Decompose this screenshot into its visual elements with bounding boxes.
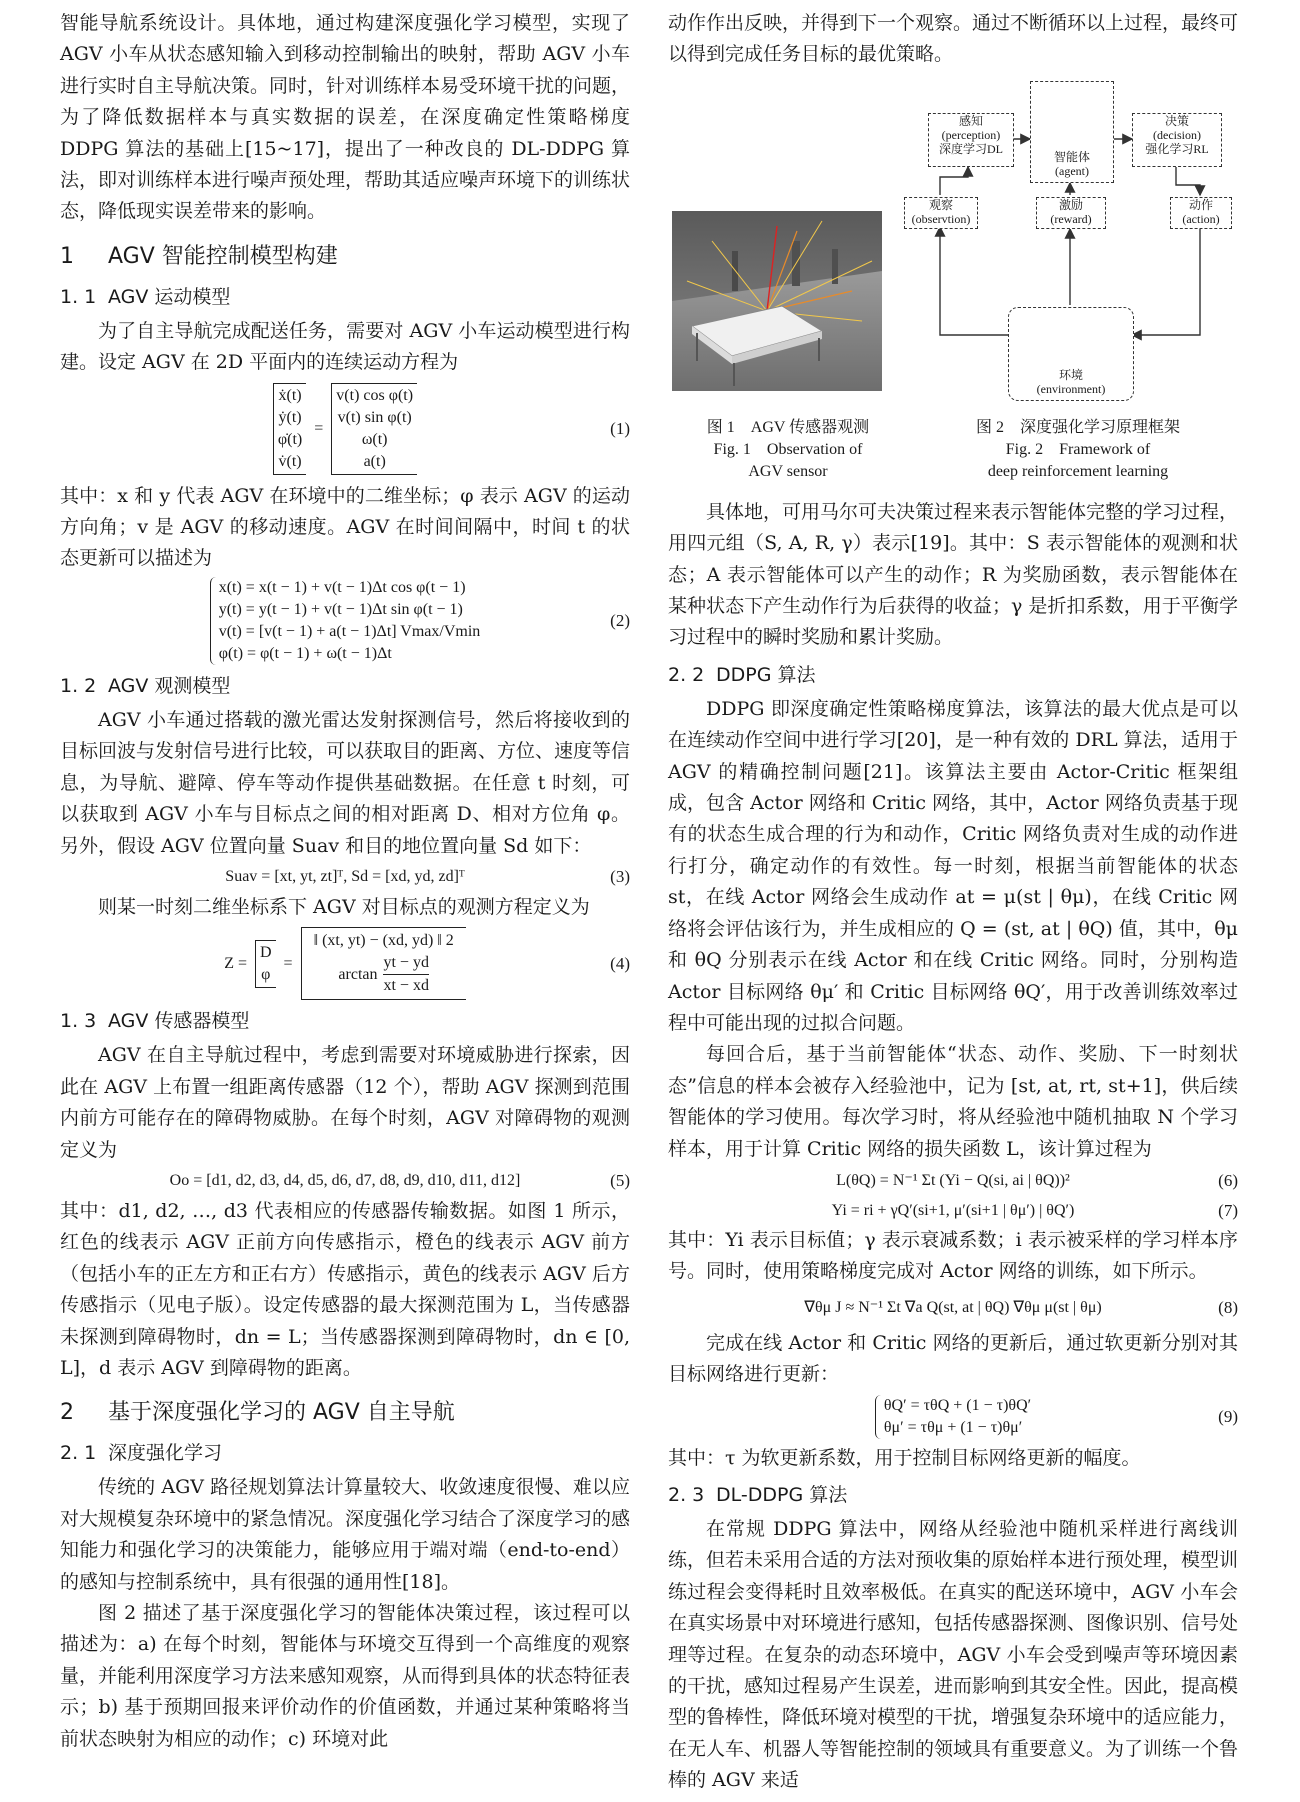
- paragraph: 为了自主导航完成配送任务，需要对 AGV 小车运动模型进行构建。设定 AGV 在 2D 平面内的连续运动方程为: [60, 319, 630, 374]
- equation-number: (1): [610, 418, 630, 438]
- equation-5: Oo = [d1, d2, d3, d4, d5, d6, d7, d8, d9, d10, d11, d12] (5): [60, 1166, 630, 1196]
- equation-3: Suav = [xt, yt, zt]ᵀ, Sd = [xd, yd, zd]ᵀ (3): [60, 862, 630, 892]
- section-heading: 2 基于深度强化学习的 AGV 自主导航: [60, 1400, 455, 1426]
- subsection-heading: 2. 3 DL-DDPG 算法: [668, 1483, 848, 1506]
- decision-box: 决策 (decision) 强化学习RL: [1132, 113, 1222, 167]
- equation-number: (5): [610, 1170, 630, 1190]
- equation-number: (9): [1218, 1406, 1238, 1426]
- environment-box: 环境 (environment): [1008, 307, 1134, 401]
- figure-1-caption: 图 1 AGV 传感器观测 Fig. 1 Observation of AGV sensor: [706, 418, 870, 480]
- right-column: [668, 8, 1238, 1797]
- matrix-rhs: v(t) cos φ(t) v(t) sin φ(t) ω(t) a(t): [331, 383, 417, 475]
- paragraph: AGV 在自主导航过程中，考虑到需要对环境威胁进行探索，因此在 AGV 上布置一组距离传感器（12 个），帮助 AGV 探测到范围内前方可能存在的障碍物威胁。在每个时刻，AGV 对障碍物的观测定义为: [60, 1044, 630, 1161]
- equation-number: (3): [610, 866, 630, 886]
- equation-number: (2): [610, 610, 630, 630]
- perception-box: 感知 (perception) 深度学习DL: [928, 113, 1014, 167]
- paragraph: DDPG 即深度确定性策略梯度算法，该算法的最大优点是可以在连续动作空间中进行学习[20]，是一种有效的 DRL 算法，适用于 AGV 的精确控制问题[21]。该算法主要由 Actor-Critic 框架组成，包含 Actor 网络和 Critic 网络，其中，Actor 网络负责基于现有的状态生成合理的行为和动作，Critic 网络负责对生成的动作进行打分，确定动作的有效性。每一时刻，根据当前智能体的状态 st，在线 Actor 网络会生成动作 at = μ(st | θμ)，在线 Critic 网络将会评估该行为，并生成相应的 Q = (st, at | θQ) 值，其中，θμ 和 θQ 分别表示在线 Actor 和在线 Critic 网络。同时，分别构造 Actor 目标网络 θμ′ 和 Critic 目标网络 θQ′，用于改善训练效率过程中可能出现的过拟合问题。: [668, 697, 1238, 1034]
- paragraph: 动作作出反映，并得到下一个观察。通过不断循环以上过程，最终可以得到完成任务目标的最优策略。: [668, 12, 1239, 66]
- subsection-heading: 1. 2 AGV 观测模型: [60, 674, 231, 697]
- equation-1: ẋ(t) ẏ(t) φ̇(t) v̇(t) = v(t) cos φ(t) v(t) sin φ(t) ω(t) a(t) (1): [60, 383, 630, 475]
- equation-7: Yi = ri + γQ′(si+1, μ′(si+1 | θμ′) | θQ′) (7): [668, 1197, 1238, 1225]
- vector-rhs: ‖ (xt, yt) − (xd, yd) ‖ 2 arctan yt − yd xt − xd: [301, 927, 466, 1000]
- left-column: [60, 8, 630, 1755]
- equation-2: x(t) = x(t − 1) + v(t − 1)Δt cos φ(t − 1) y(t) = y(t − 1) + v(t − 1)Δt sin φ(t − 1) v(t) = [v(t − 1) + a(t − 1)Δt] Vmax/Vmin φ(t) = φ(t − 1) + ω(t − 1)Δt (2): [60, 577, 630, 665]
- figure-2-diagram: [900, 77, 1240, 407]
- agent-box: 智能体 (agent): [1030, 81, 1114, 183]
- paragraph: 其中：Yi 表示目标值；γ 表示衰减系数；i 表示被采样的学习样本序号。同时，使用策略梯度完成对 Actor 网络的训练，如下所示。: [668, 1228, 1238, 1283]
- equation-8: ∇θμ J ≈ N⁻¹ Σt ∇a Q(st, at | θQ) ∇θμ μ(st | θμ) (8): [668, 1288, 1238, 1328]
- equation-number: (4): [610, 953, 630, 973]
- matrix-lhs: ẋ(t) ẏ(t) φ̇(t) v̇(t): [273, 383, 306, 475]
- subsection-heading: 2. 1 深度强化学习: [60, 1442, 223, 1465]
- figures: [668, 77, 1238, 497]
- paragraph: 其中：d1, d2, …, d3 代表相应的传感器传输数据。如图 1 所示，红色的线表示 AGV 正前方向传感指示，橙色的线表示 AGV 前方（包括小车的正左方和正右方）传感指示，黄色的线表示 AGV 后方传感指示（见电子版）。设定传感器的最大探测范围为 L，当传感器未探测到障碍物时，dn = L；当传感器探测到障碍物时，dn ∈ [0, L]，d 表示 AGV 到障碍物的距离。: [60, 1199, 630, 1379]
- paragraph: AGV 小车通过搭载的激光雷达发射探测信号，然后将接收到的目标回波与发射信号进行比较，可以获取目的距离、方位、速度等信息，为导航、避障、停车等动作提供基础数据。在任意 t 时刻，可以获取到 AGV 小车与目标点之间的相对距离 D、相对方位角 φ。另外，假设 AGV 位置向量 Suav 和目的地位置向量 Sd 如下：: [60, 708, 631, 857]
- figure-1-image: [672, 211, 882, 391]
- subsection-heading: 1. 1 AGV 运动模型: [60, 285, 231, 308]
- paragraph: 每回合后，基于当前智能体“状态、动作、奖励、下一时刻状态”信息的样本会被存入经验池中，记为 [st, at, rt, st+1]，供后续智能体的学习使用。每次学习时，将从经验池中随机抽取 N 个学习样本，用于计算 Critic 网络的损失函数 L，该计算过程为: [668, 1043, 1238, 1160]
- equation-number: (7): [1218, 1200, 1238, 1220]
- equation-9: θQ′ = τθQ + (1 − τ)θQ′ θμ′ = τθμ + (1 − τ)θμ′ (9): [668, 1395, 1238, 1439]
- equation-6: L(θQ) = N⁻¹ Σt (Yi − Q(si, ai | θQ))² (6): [668, 1165, 1238, 1197]
- paragraph: 其中：τ 为软更新系数，用于控制目标网络更新的幅度。: [668, 1446, 1141, 1469]
- paragraph: 图 2 描述了基于深度强化学习的智能体决策过程，该过程可以描述为：a) 在每个时刻，智能体与环境交互得到一个高维度的观察量，并能利用深度学习方法来感知观察，从而得到具体的状态特征表示；b) 基于预期回报来评价动作的价值函数，并通过某种策略将当前状态映射为相应的动作；c) 环境对此: [60, 1602, 631, 1750]
- figure-2-caption: 图 2 深度强化学习原理框架 Fig. 2 Framework of deep reinforcement learning: [975, 418, 1180, 480]
- paragraph: 其中：x 和 y 代表 AGV 在环境中的二维坐标；φ 表示 AGV 的运动方向角；v 是 AGV 的移动速度。AGV 在时间间隔中，时间 t 的状态更新可以描述为: [60, 484, 630, 570]
- paragraph: 完成在线 Actor 和 Critic 网络的更新后，通过软更新分别对其目标网络进行更新：: [668, 1331, 1238, 1386]
- action-box: 动作 (action): [1170, 197, 1232, 229]
- subsection-heading: 1. 3 AGV 传感器模型: [60, 1010, 250, 1033]
- paragraph: 则某一时刻二维坐标系下 AGV 对目标点的观测方程定义为: [98, 895, 590, 918]
- observation-box: 观察 (observtion): [904, 197, 978, 229]
- vector-z: D φ: [255, 940, 276, 988]
- subsection-heading: 2. 2 DDPG 算法: [668, 663, 816, 686]
- equation-number: (8): [1218, 1297, 1238, 1317]
- equation-4: Z = D φ = ‖ (xt, yt) − (xd, yd) ‖ 2 arctan yt − yd xt − xd (4): [60, 927, 630, 1000]
- equation-number: (6): [1218, 1170, 1238, 1190]
- section-heading: 1 AGV 智能控制模型构建: [60, 243, 338, 269]
- paragraph: 传统的 AGV 路径规划算法计算量较大、收敛速度很慢、难以应对大规模复杂环境中的紧急情况。深度强化学习结合了深度学习的感知能力和强化学习的决策能力，能够应用于端对端（end-to-end）的感知与控制系统中，具有很强的通用性[18]。: [60, 1476, 631, 1593]
- paragraph: 具体地，可用马尔可夫决策过程来表示智能体完整的学习过程，用四元组（S, A, R, γ）表示[19]。其中：S 表示智能体的观测和状态；A 表示智能体可以产生的动作；R 为奖励函数，表示智能体在某种状态下产生动作行为后获得的收益；γ 是折扣系数，用于平衡学习过程中的瞬时奖励和累计奖励。: [668, 500, 1239, 649]
- paragraph: 在常规 DDPG 算法中，网络从经验池中随机采样进行离线训练，但若未采用合适的方法对预收集的原始样本进行预处理，模型训练过程会变得耗时且效率极低。在真实的配送环境中，AGV 小车会在真实场景中对环境进行感知，包括传感器探测、图像识别、信号处理等过程。在复杂的动态环境中，AGV 小车会受到噪声等环境因素的干扰，感知过程易产生误差，进而影响到其安全性。因此，提高模型的鲁棒性，降低环境对模型的干扰，增强复杂环境中的适应能力，在无人车、机器人等智能控制的领域具有重要意义。为了训练一个鲁棒的 AGV 来适: [668, 1517, 1239, 1792]
- reward-box: 激励 (reward): [1036, 197, 1106, 229]
- paragraph: 智能导航系统设计。具体地，通过构建深度强化学习模型，实现了 AGV 小车从状态感知输入到移动控制输出的映射，帮助 AGV 小车进行实时自主导航决策。同时，针对训练样本易受环境干扰的问题，为了降低数据样本与真实数据的误差，在深度确定性策略梯度 DDPG 算法的基础上[15~17]，提出了一种改良的 DL-DDPG 算法，即对训练样本进行噪声预处理，帮助其适应噪声环境下的训练状态，降低现实误差带来的影响。: [60, 12, 631, 223]
